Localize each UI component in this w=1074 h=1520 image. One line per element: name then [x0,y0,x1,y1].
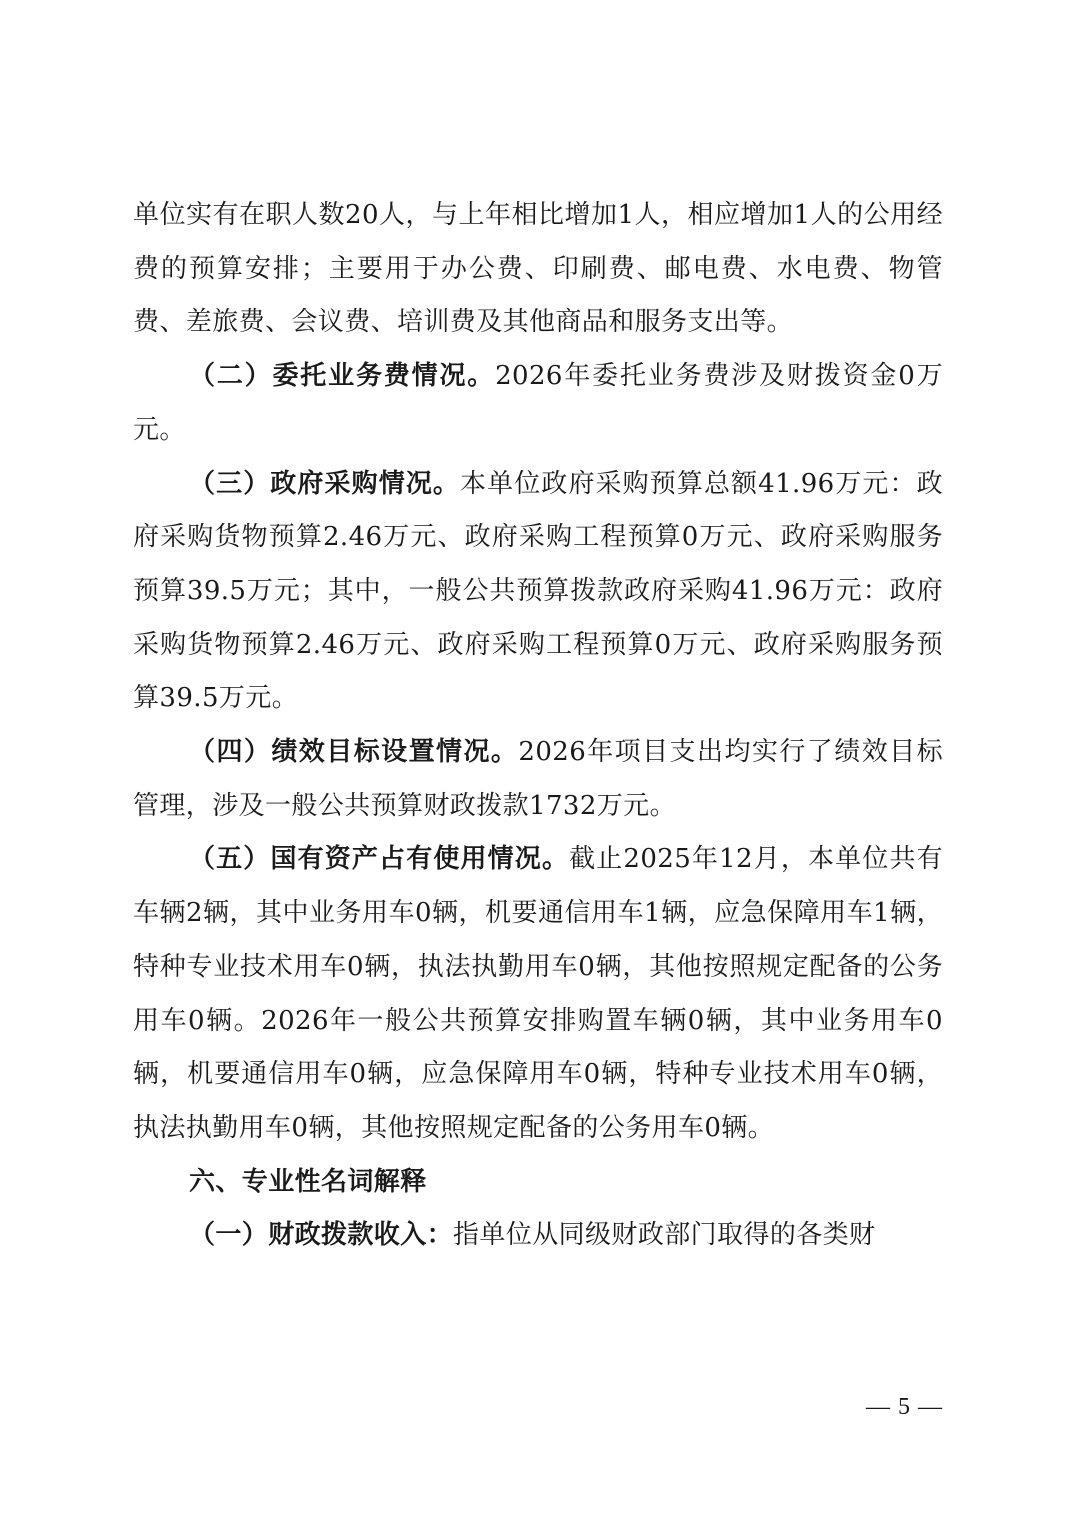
document-body [133,189,943,1263]
paragraph-commissioned-business [133,350,943,457]
paragraph-lead: （三）政府采购情况。 [189,468,461,499]
page-number: — 5 — [866,1394,943,1420]
paragraph-text: 本单位政府采购预算总额41.96万元：政府采购货物预算2.46万元、政府采购工程预算0万元、政府采购服务预算39.5万元；其中，一般公共预算拨款政府采购41.96万元：政府采购货物预算2.46万元、政府采购工程预算0万元、政府采购服务预算39.5万元。 [133,468,943,714]
paragraph-lead: （五）国有资产占有使用情况。 [189,844,570,875]
section-heading: 六、专业性名词解释 [189,1166,427,1197]
paragraph-text: 截止2025年12月，本单位共有车辆2辆，其中业务用车0辆，机要通信用车1辆，应急保障用车1辆，特种专业技术用车0辆，执法执勤用车0辆，其他按照规定配备的公务用车0辆。2026年一般公共预算安排购置车辆0辆，其中业务用车0辆，机要通信用车0辆，应急保障用车0辆，特种专业技术用车0辆，执法执勤用车0辆，其他按照规定配备的公务用车0辆。 [133,844,943,1143]
paragraph-staff-expenses [133,189,943,350]
paragraph-definition-fiscal-income [133,1209,943,1263]
paragraph-text: 2026年项目支出均实行了绩效目标管理，涉及一般公共预算财政拨款1732万元。 [133,737,943,821]
paragraph-lead: （四）绩效目标设置情况。 [189,737,519,768]
paragraph-government-procurement [133,458,943,727]
paragraph-state-assets [133,833,943,1155]
paragraph-text: 单位实有在职人数20人，与上年相比增加1人，相应增加1人的公用经费的预算安排；主要用于办公费、印刷费、邮电费、水电费、物管费、差旅费、会议费、培训费及其他商品和服务支出等。 [133,200,943,338]
definition-term: （一）财政拨款收入： [189,1220,454,1251]
definition-text: 指单位从同级财政部门取得的各类财 [453,1220,876,1251]
paragraph-performance-targets [133,726,943,833]
paragraph-lead: （二）委托业务费情况。 [189,361,496,392]
paragraph-text: 2026年委托业务费涉及财拨资金0万元。 [133,361,943,445]
